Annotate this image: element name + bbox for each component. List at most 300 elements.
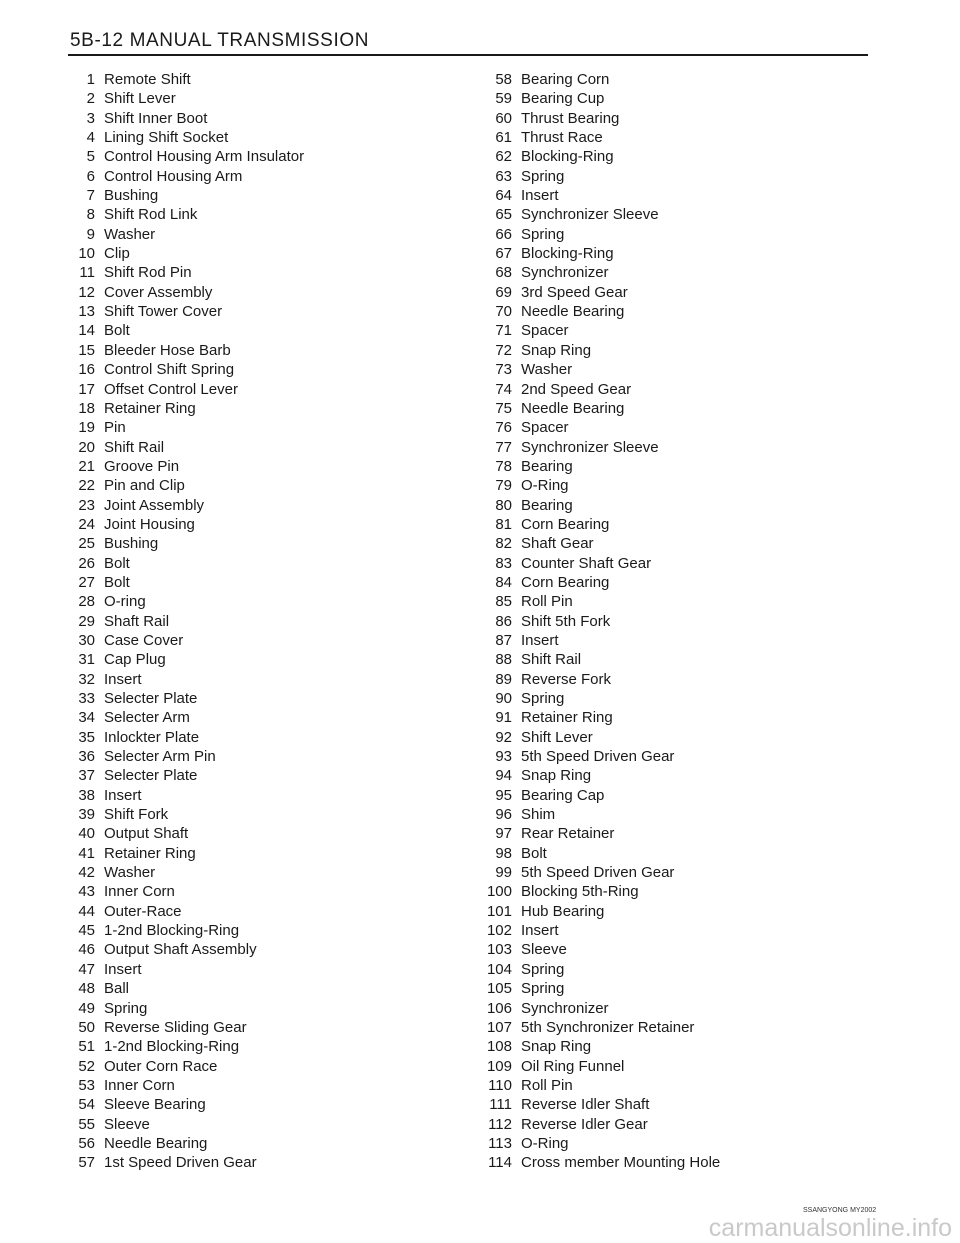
part-number: 9 bbox=[86, 225, 95, 243]
part-list-item bbox=[470, 380, 720, 399]
part-list-item bbox=[55, 708, 304, 727]
part-label: Spring bbox=[521, 690, 565, 707]
part-list-item bbox=[470, 960, 720, 979]
part-list-item bbox=[55, 302, 304, 321]
part-list-item bbox=[55, 1115, 304, 1134]
part-list-item bbox=[55, 592, 304, 611]
part-list-item bbox=[55, 457, 304, 476]
part-number: 30 bbox=[78, 631, 95, 649]
part-number: 88 bbox=[495, 651, 512, 669]
part-number: 46 bbox=[78, 941, 95, 959]
part-label: 1-2nd Blocking-Ring bbox=[104, 1038, 240, 1056]
part-label: Bolt bbox=[521, 844, 547, 862]
part-list-item bbox=[470, 438, 720, 457]
part-number: 105 bbox=[486, 980, 512, 998]
part-label: Shift 5th Fork bbox=[521, 612, 611, 630]
part-number: 112 bbox=[488, 1115, 512, 1133]
part-label: Inlockter Plate bbox=[104, 728, 200, 746]
part-number: 25 bbox=[78, 535, 95, 553]
part-list-item bbox=[470, 496, 720, 515]
part-number: 81 bbox=[495, 515, 512, 533]
part-label: Outer Corn Race bbox=[104, 1057, 218, 1075]
part-label: Shift Rod Pin bbox=[104, 264, 192, 282]
part-list-item bbox=[470, 573, 720, 592]
part-list-item bbox=[55, 554, 304, 573]
part-label: Clip bbox=[104, 245, 130, 263]
part-list-item bbox=[55, 612, 304, 631]
part-list-item bbox=[470, 902, 720, 921]
part-list-item bbox=[55, 89, 304, 108]
part-label: Thrust Race bbox=[521, 129, 603, 147]
part-label: Snap Ring bbox=[521, 341, 592, 359]
part-label: Retainer Ring bbox=[521, 709, 613, 727]
part-number: 92 bbox=[495, 728, 512, 746]
part-label: Corn Bearing bbox=[521, 515, 610, 533]
part-number: 83 bbox=[495, 554, 512, 572]
part-number: 110 bbox=[488, 1076, 512, 1094]
part-number: 93 bbox=[495, 748, 512, 766]
part-number: 18 bbox=[78, 399, 95, 417]
part-number: 14 bbox=[78, 322, 95, 340]
part-list-item bbox=[470, 109, 720, 128]
part-number: 65 bbox=[495, 206, 512, 224]
part-number: 82 bbox=[495, 535, 512, 553]
part-list-item bbox=[470, 399, 720, 418]
part-list-item bbox=[55, 515, 304, 534]
part-label: 2nd Speed Gear bbox=[521, 380, 632, 398]
part-list-item bbox=[55, 418, 304, 437]
part-list-item bbox=[55, 921, 304, 940]
part-list-item bbox=[470, 921, 720, 940]
part-label: Retainer Ring bbox=[104, 399, 196, 417]
part-list-item bbox=[55, 786, 304, 805]
part-number: 40 bbox=[78, 825, 95, 843]
part-number: 54 bbox=[78, 1096, 95, 1114]
part-label: Thrust Bearing bbox=[521, 109, 620, 127]
part-label: Corn Bearing bbox=[521, 573, 610, 591]
part-list-item bbox=[55, 1095, 304, 1114]
part-list-item bbox=[55, 244, 304, 263]
part-list-item bbox=[470, 70, 720, 89]
part-number: 37 bbox=[78, 767, 95, 785]
part-number: 42 bbox=[78, 864, 95, 882]
part-label: Reverse Sliding Gear bbox=[104, 1018, 247, 1036]
part-list-item bbox=[470, 786, 720, 805]
part-number: 97 bbox=[495, 825, 512, 843]
part-number: 106 bbox=[486, 999, 512, 1017]
part-list-item bbox=[470, 863, 720, 882]
part-list-item bbox=[470, 882, 720, 901]
part-label: Remote Shift bbox=[104, 71, 191, 88]
part-list-item bbox=[470, 999, 720, 1018]
part-label: 5th Speed Driven Gear bbox=[521, 864, 675, 882]
part-label: Spacer bbox=[521, 419, 569, 437]
part-label: O-ring bbox=[104, 593, 146, 611]
part-number: 17 bbox=[78, 380, 95, 398]
part-label: Retainer Ring bbox=[104, 844, 196, 862]
part-list-item bbox=[55, 496, 304, 515]
part-list-item bbox=[470, 708, 720, 727]
part-label: Roll Pin bbox=[521, 593, 573, 611]
part-number: 60 bbox=[495, 109, 512, 127]
part-label: Shift Lever bbox=[104, 90, 176, 108]
part-label: Shaft Rail bbox=[104, 612, 170, 630]
part-label: Reverse Fork bbox=[521, 670, 612, 688]
part-label: Bolt bbox=[104, 554, 130, 572]
part-list-item bbox=[55, 225, 304, 244]
part-number: 11 bbox=[79, 264, 95, 282]
part-number: 103 bbox=[486, 941, 512, 959]
part-number: 77 bbox=[495, 438, 512, 456]
part-list-item bbox=[470, 554, 720, 573]
part-label: Bushing bbox=[104, 535, 159, 553]
part-label: Outer-Race bbox=[104, 902, 182, 920]
part-number: 56 bbox=[78, 1134, 95, 1152]
part-label: Shift Fork bbox=[104, 806, 169, 824]
part-number: 12 bbox=[78, 283, 95, 301]
part-number: 8 bbox=[86, 206, 95, 224]
part-label: Washer bbox=[104, 864, 156, 882]
part-label: Counter Shaft Gear bbox=[521, 554, 652, 572]
part-number: 44 bbox=[78, 902, 95, 920]
part-label: Cross member Mounting Hole bbox=[521, 1154, 721, 1172]
part-list-item bbox=[55, 824, 304, 843]
part-label: Sleeve bbox=[104, 1115, 150, 1133]
part-label: Needle Bearing bbox=[104, 1134, 208, 1152]
part-label: Offset Control Lever bbox=[104, 380, 238, 398]
part-list-item bbox=[55, 979, 304, 998]
part-label: 3rd Speed Gear bbox=[521, 283, 628, 301]
part-label: Washer bbox=[521, 361, 573, 379]
watermark: carmanualsonline.info bbox=[708, 1214, 952, 1242]
part-number: 80 bbox=[495, 496, 512, 514]
part-list-item bbox=[470, 1037, 720, 1056]
part-list-item bbox=[55, 766, 304, 785]
part-label: Bearing Cup bbox=[521, 90, 605, 108]
part-list-item bbox=[470, 1018, 720, 1037]
part-label: Synchronizer Sleeve bbox=[521, 438, 659, 456]
part-list-item bbox=[55, 360, 304, 379]
part-number: 52 bbox=[78, 1057, 95, 1075]
part-label: 1st Speed Driven Gear bbox=[104, 1154, 257, 1172]
part-list-item bbox=[470, 728, 720, 747]
part-list-item bbox=[470, 631, 720, 650]
part-number: 7 bbox=[86, 187, 95, 205]
part-list-item bbox=[470, 592, 720, 611]
part-number: 113 bbox=[488, 1134, 512, 1152]
footer-mark: SSANGYONG MY2002 bbox=[803, 1207, 877, 1214]
part-label: Bearing bbox=[521, 457, 573, 475]
part-label: Groove Pin bbox=[104, 457, 180, 475]
part-list-item bbox=[55, 747, 304, 766]
part-label: Cover Assembly bbox=[104, 283, 213, 301]
part-number: 96 bbox=[495, 806, 512, 824]
part-number: 57 bbox=[78, 1154, 95, 1172]
part-label: Shift Rail bbox=[521, 651, 582, 669]
part-list-item bbox=[470, 225, 720, 244]
part-label: Shift Rail bbox=[104, 438, 165, 456]
part-label: Needle Bearing bbox=[521, 303, 625, 321]
part-list-item bbox=[470, 89, 720, 108]
part-number: 85 bbox=[495, 593, 512, 611]
part-label: Control Shift Spring bbox=[104, 361, 235, 379]
part-number: 4 bbox=[86, 129, 95, 147]
part-list-item bbox=[470, 824, 720, 843]
part-list-item bbox=[470, 650, 720, 669]
part-list-item bbox=[470, 360, 720, 379]
part-number: 26 bbox=[78, 554, 95, 572]
part-label: Bolt bbox=[104, 573, 130, 591]
part-label: Hub Bearing bbox=[521, 902, 605, 920]
part-number: 90 bbox=[495, 690, 512, 707]
part-label: Needle Bearing bbox=[521, 399, 625, 417]
part-label: Insert bbox=[104, 786, 142, 804]
part-label: Output Shaft Assembly bbox=[104, 941, 257, 959]
part-list-item bbox=[55, 960, 304, 979]
part-list-item bbox=[470, 244, 720, 263]
part-label: Bushing bbox=[104, 187, 159, 205]
part-list-item bbox=[470, 747, 720, 766]
part-number: 13 bbox=[78, 303, 95, 321]
part-list-item bbox=[55, 1076, 304, 1095]
part-label: O-Ring bbox=[521, 477, 569, 495]
part-number: 99 bbox=[495, 864, 512, 882]
parts-list-right-column bbox=[470, 70, 720, 1173]
part-list-item bbox=[470, 534, 720, 553]
part-number: 34 bbox=[78, 709, 95, 727]
part-number: 29 bbox=[78, 612, 95, 630]
part-number: 10 bbox=[78, 245, 95, 263]
part-number: 19 bbox=[78, 419, 95, 437]
part-number: 15 bbox=[78, 341, 95, 359]
part-number: 50 bbox=[78, 1018, 95, 1036]
part-number: 101 bbox=[486, 902, 512, 920]
part-number: 76 bbox=[495, 419, 512, 437]
part-label: Selecter Arm Pin bbox=[104, 748, 216, 766]
part-label: Spring bbox=[104, 999, 148, 1017]
part-list-item bbox=[55, 476, 304, 495]
part-number: 5 bbox=[86, 148, 95, 166]
part-label: Output Shaft bbox=[104, 825, 189, 843]
part-list-item bbox=[470, 283, 720, 302]
part-number: 69 bbox=[495, 283, 512, 301]
part-list-item bbox=[55, 147, 304, 166]
part-list-item bbox=[55, 844, 304, 863]
part-list-item bbox=[55, 263, 304, 282]
part-number: 24 bbox=[78, 515, 95, 533]
part-list-item bbox=[470, 167, 720, 186]
part-list-item bbox=[55, 399, 304, 418]
part-number: 33 bbox=[78, 690, 95, 707]
part-number: 20 bbox=[78, 438, 95, 456]
part-number: 111 bbox=[489, 1096, 512, 1114]
part-label: Insert bbox=[521, 187, 559, 205]
part-label: Selecter Arm bbox=[104, 709, 190, 727]
page-header-title: 5B-12 MANUAL TRANSMISSION bbox=[70, 30, 370, 51]
part-number: 39 bbox=[78, 806, 95, 824]
part-list-item bbox=[55, 573, 304, 592]
part-number: 73 bbox=[495, 361, 512, 379]
part-list-item bbox=[470, 1134, 720, 1153]
part-number: 45 bbox=[78, 922, 95, 940]
part-label: Blocking 5th-Ring bbox=[521, 883, 639, 901]
part-number: 78 bbox=[495, 457, 512, 475]
part-label: Inner Corn bbox=[104, 883, 175, 901]
part-number: 32 bbox=[78, 670, 95, 688]
part-list-item bbox=[470, 205, 720, 224]
part-number: 55 bbox=[78, 1115, 95, 1133]
part-label: Spacer bbox=[521, 322, 569, 340]
part-list-item bbox=[55, 940, 304, 959]
part-number: 86 bbox=[495, 612, 512, 630]
part-number: 63 bbox=[495, 167, 512, 185]
part-list-item bbox=[470, 515, 720, 534]
part-label: Joint Assembly bbox=[104, 496, 205, 514]
part-label: Case Cover bbox=[104, 631, 184, 649]
part-number: 49 bbox=[78, 999, 95, 1017]
part-label: Bearing Cap bbox=[521, 786, 605, 804]
part-label: Shaft Gear bbox=[521, 535, 594, 553]
part-list-item bbox=[55, 283, 304, 302]
part-list-item bbox=[55, 805, 304, 824]
part-number: 38 bbox=[78, 786, 95, 804]
part-list-item bbox=[470, 1115, 720, 1134]
part-number: 109 bbox=[486, 1057, 512, 1075]
part-list-item bbox=[470, 940, 720, 959]
part-list-item bbox=[55, 186, 304, 205]
part-label: Bearing Corn bbox=[521, 71, 610, 88]
part-number: 28 bbox=[78, 593, 95, 611]
part-list-item bbox=[55, 167, 304, 186]
part-number: 94 bbox=[495, 767, 512, 785]
part-number: 102 bbox=[486, 922, 512, 940]
part-number: 48 bbox=[78, 980, 95, 998]
part-list-item bbox=[55, 1037, 304, 1056]
part-label: Synchronizer bbox=[521, 999, 609, 1017]
part-number: 2 bbox=[86, 90, 95, 108]
part-label: Insert bbox=[521, 631, 559, 649]
part-number: 22 bbox=[78, 477, 95, 495]
part-label: Pin bbox=[104, 419, 126, 437]
part-list-item bbox=[55, 438, 304, 457]
part-number: 87 bbox=[495, 631, 512, 649]
part-list-item bbox=[55, 380, 304, 399]
part-label: Reverse Idler Gear bbox=[521, 1115, 648, 1133]
part-list-item bbox=[470, 321, 720, 340]
part-list-item bbox=[470, 147, 720, 166]
part-list-item bbox=[470, 612, 720, 631]
header-rule bbox=[68, 54, 868, 56]
part-number: 104 bbox=[486, 960, 512, 978]
part-number: 64 bbox=[495, 187, 512, 205]
part-label: Reverse Idler Shaft bbox=[521, 1096, 650, 1114]
part-label: Control Housing Arm Insulator bbox=[104, 148, 305, 166]
part-number: 47 bbox=[78, 960, 95, 978]
parts-list-left-column bbox=[55, 70, 304, 1173]
part-list-item bbox=[470, 1076, 720, 1095]
part-list-item bbox=[55, 863, 304, 882]
part-list-item bbox=[470, 1095, 720, 1114]
part-list-item bbox=[55, 670, 304, 689]
part-label: Roll Pin bbox=[521, 1076, 573, 1094]
part-label: Spring bbox=[521, 225, 565, 243]
part-list-item bbox=[55, 1018, 304, 1037]
part-number: 79 bbox=[495, 477, 512, 495]
part-number: 89 bbox=[495, 670, 512, 688]
part-label: Synchronizer Sleeve bbox=[521, 206, 659, 224]
part-number: 100 bbox=[486, 883, 512, 901]
part-number: 70 bbox=[495, 303, 512, 321]
part-label: Insert bbox=[521, 922, 559, 940]
part-label: Snap Ring bbox=[521, 1038, 592, 1056]
part-number: 72 bbox=[495, 341, 512, 359]
part-label: Insert bbox=[104, 670, 142, 688]
part-list-item bbox=[470, 128, 720, 147]
part-list-item bbox=[470, 805, 720, 824]
part-number: 71 bbox=[495, 322, 512, 340]
part-label: Snap Ring bbox=[521, 767, 592, 785]
part-number: 74 bbox=[495, 380, 512, 398]
part-number: 41 bbox=[78, 844, 95, 862]
part-label: 1-2nd Blocking-Ring bbox=[104, 922, 240, 940]
part-number: 53 bbox=[78, 1076, 95, 1094]
part-list-item bbox=[55, 999, 304, 1018]
part-label: Rear Retainer bbox=[521, 825, 615, 843]
part-list-item bbox=[55, 902, 304, 921]
part-list-item bbox=[470, 979, 720, 998]
part-label: O-Ring bbox=[521, 1134, 569, 1152]
part-number: 58 bbox=[495, 71, 512, 88]
part-list-item bbox=[55, 1057, 304, 1076]
part-label: Shim bbox=[521, 806, 556, 824]
part-list-item bbox=[470, 766, 720, 785]
part-list-item bbox=[470, 689, 720, 708]
part-label: Lining Shift Socket bbox=[104, 129, 229, 147]
part-label: Shift Lever bbox=[521, 728, 593, 746]
part-label: Inner Corn bbox=[104, 1076, 175, 1094]
part-label: 5th Speed Driven Gear bbox=[521, 748, 675, 766]
part-number: 84 bbox=[495, 573, 512, 591]
part-label: 5th Synchronizer Retainer bbox=[521, 1018, 695, 1036]
part-number: 75 bbox=[495, 399, 512, 417]
part-label: Spring bbox=[521, 980, 565, 998]
part-number: 35 bbox=[78, 728, 95, 746]
part-label: Bolt bbox=[104, 322, 130, 340]
part-list-item bbox=[55, 321, 304, 340]
part-number: 43 bbox=[78, 883, 95, 901]
part-label: Blocking-Ring bbox=[521, 148, 614, 166]
part-number: 108 bbox=[486, 1038, 512, 1056]
part-list-item bbox=[470, 186, 720, 205]
part-list-item bbox=[55, 534, 304, 553]
part-label: Shift Rod Link bbox=[104, 206, 198, 224]
part-list-item bbox=[55, 882, 304, 901]
part-label: Sleeve bbox=[521, 941, 567, 959]
part-list-item bbox=[470, 302, 720, 321]
part-label: Synchronizer bbox=[521, 264, 609, 282]
part-number: 59 bbox=[495, 90, 512, 108]
part-list-item bbox=[55, 1153, 304, 1172]
part-number: 31 bbox=[78, 651, 95, 669]
part-label: Shift Tower Cover bbox=[104, 303, 223, 321]
part-list-item bbox=[470, 263, 720, 282]
part-list-item bbox=[55, 650, 304, 669]
part-list-item bbox=[55, 689, 304, 708]
part-list-item bbox=[55, 631, 304, 650]
part-list-item bbox=[470, 844, 720, 863]
part-label: Pin and Clip bbox=[104, 477, 185, 495]
part-number: 114 bbox=[488, 1154, 512, 1172]
